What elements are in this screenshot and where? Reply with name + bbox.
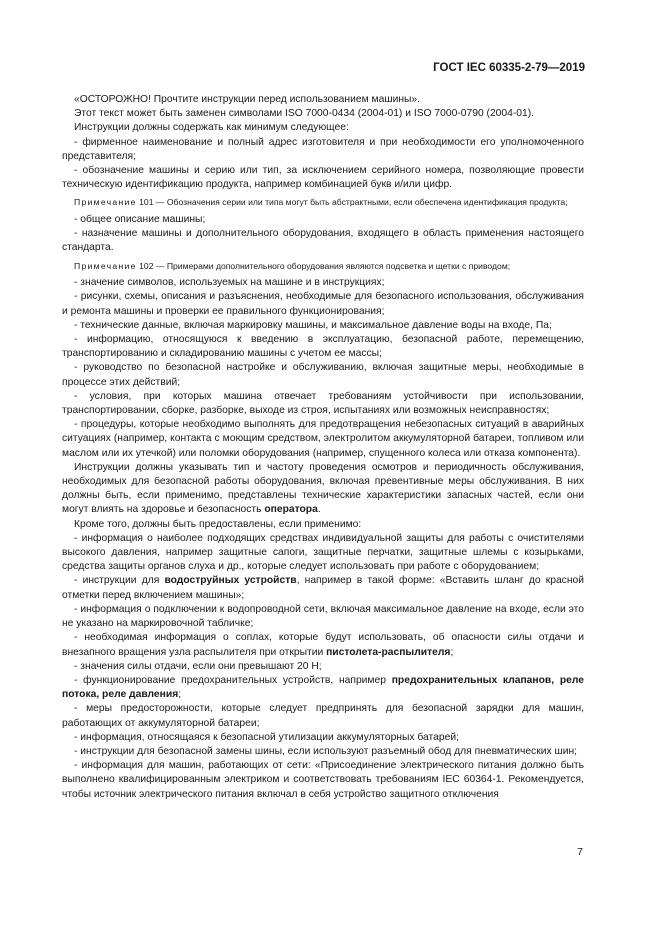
page-number: 7	[577, 846, 583, 858]
text-run: - инструкции для	[74, 575, 165, 587]
note-102	[62, 260, 584, 273]
term-spray-gun: пистолета-распылителя	[326, 646, 451, 658]
list-item: - процедуры, которые необходимо выполнять для предотвращения небезопасных ситуаций в аварийных ситуациях (например, контакта с моющим средством, электролитом аккумуляторной батареи, топливом или маслом или их утечкой) или поломки оборудования (например, спущенного колеса или отказа компонента).	[62, 419, 584, 459]
list-item: - инструкции для безопасной замены шины, если используют разъемный обод для пневматических шин;	[74, 745, 578, 757]
list-item: - информация о наиболее подходящих средствах индивидуальной защиты для работы с очистителями высокого давления, например защитные сапоги, защитные перчатки, защитные шлемы с козырьками, средства защиты органов слуха и др., которые следует использовать при работе с оборудованием;	[62, 532, 584, 573]
term-water-jet-devices: водоструйных устройств	[164, 575, 297, 587]
list-item: - информация для машин, работающих от сети: «Присоединение электрического питания должно быть выполнено квалифицированным электриком и соответствовать требованиям IEC 60364-1. Рекомендуется, чтобы источник электрического питания включал в себя устройство защитного отключения	[62, 760, 584, 800]
text-run: .	[317, 504, 321, 516]
text-run: ;	[178, 689, 182, 701]
term-operator: оператора	[264, 504, 318, 516]
list-item	[62, 574, 584, 602]
note-label: Примечание	[74, 197, 137, 208]
list-item: - информацию, относящуюся к введению в эксплуатацию, безопасной работе, перемещению, транспортированию и складированию машины с учетом ее массы;	[62, 334, 584, 360]
term-safety-devices: предохранительных клапанов, реле потока, реле давления	[62, 674, 585, 701]
list-item: - информация о подключении к водопроводной сети, включая максимальное давление на входе, если это не указано на маркировочной табличке;	[62, 603, 584, 630]
text-run: Инструкции должны указывать тип и частоту проведения осмотров и периодичность обслуживания, необходимых для безопасной работы оборудования, включая превентивные меры обслуживания. В них должны быть, если применимо, представлены технические характеристики запасных частей, если они могут влиять на здоровье и безопасность	[62, 461, 584, 516]
text-run: - функционирование предохранительных устройств, например	[74, 674, 392, 686]
list-item: - руководство по безопасной настройке и обслуживанию, включая защитные меры, необходимые в процессе этих действий;	[62, 362, 584, 388]
note-101	[62, 196, 584, 209]
list-item: - общее описание машины;	[74, 214, 206, 226]
list-item: - рисунки, схемы, описания и разъяснения, необходимые для безопасного использования, обслуживания и ремонта машины и проверки ее правильного функционирования;	[62, 291, 584, 317]
list-item: - значение символов, используемых на машине и в инструкциях;	[74, 277, 385, 289]
paragraph: Инструкции должны содержать как минимум следующее:	[74, 122, 349, 134]
list-item	[62, 674, 584, 702]
list-item: - условия, при которых машина отвечает требованиям устойчивости при использовании, транспортировании, сборке, разборке, выходе из строя, испытаниях или возможных неисправностях;	[62, 390, 584, 417]
warning-text: «ОСТОРОЖНО! Прочтите инструкции перед использованием машины».	[74, 94, 421, 105]
note-text: 101 — Обозначения серии или типа могут быть абстрактными, если обеспечена идентификация продукта;	[139, 197, 568, 208]
text-run: ;	[450, 646, 454, 658]
text-run: - необходимая информация о соплах, которые будут использовать, об опасности силы отдачи и внезапного вращения узла распылителя при открытии	[62, 632, 584, 658]
note-label: Примечание	[74, 260, 137, 271]
paragraph: Кроме того, должны быть предоставлены, если применимо:	[74, 518, 362, 530]
list-item: - технические данные, включая маркировку машины, и максимальное давление воды на входе, Па;	[74, 319, 552, 331]
paragraph: Этот текст может быть заменен символами ISO 7000-0434 (2004-01) и ISO 7000-0790 (2004-01).	[74, 108, 535, 120]
list-item: - назначение машины и дополнительного оборудования, входящего в область применения настоящего стандарта.	[62, 228, 584, 254]
list-item: - меры предосторожности, которые следует предпринять для безопасной зарядки для машин, работающих от аккумуляторной батареи;	[62, 703, 584, 729]
document-body	[62, 93, 584, 802]
list-item: - информация, относящаяся к безопасной утилизации аккумуляторных батарей;	[74, 731, 459, 743]
list-item: - значения силы отдачи, если они превышают 20 Н;	[74, 660, 322, 672]
page-header: ГОСТ IEC 60335-2-79—2019	[433, 62, 585, 74]
paragraph	[62, 461, 584, 518]
list-item	[62, 631, 584, 659]
list-item: - фирменное наименование и полный адрес изготовителя и при необходимости его уполномоченного представителя;	[62, 136, 584, 162]
text-run: , например в такой форме: «Вставить шланг до красной отметки перед включением машины»;	[62, 575, 584, 601]
list-item: - обозначение машины и серию или тип, за исключением серийного номера, позволяющие провести техническую идентификацию продукта, например комбинацией букв и/или цифр.	[62, 165, 584, 191]
note-text: 102 — Примерами дополнительного оборудования являются подсветка и щетки с приводом;	[139, 260, 511, 271]
